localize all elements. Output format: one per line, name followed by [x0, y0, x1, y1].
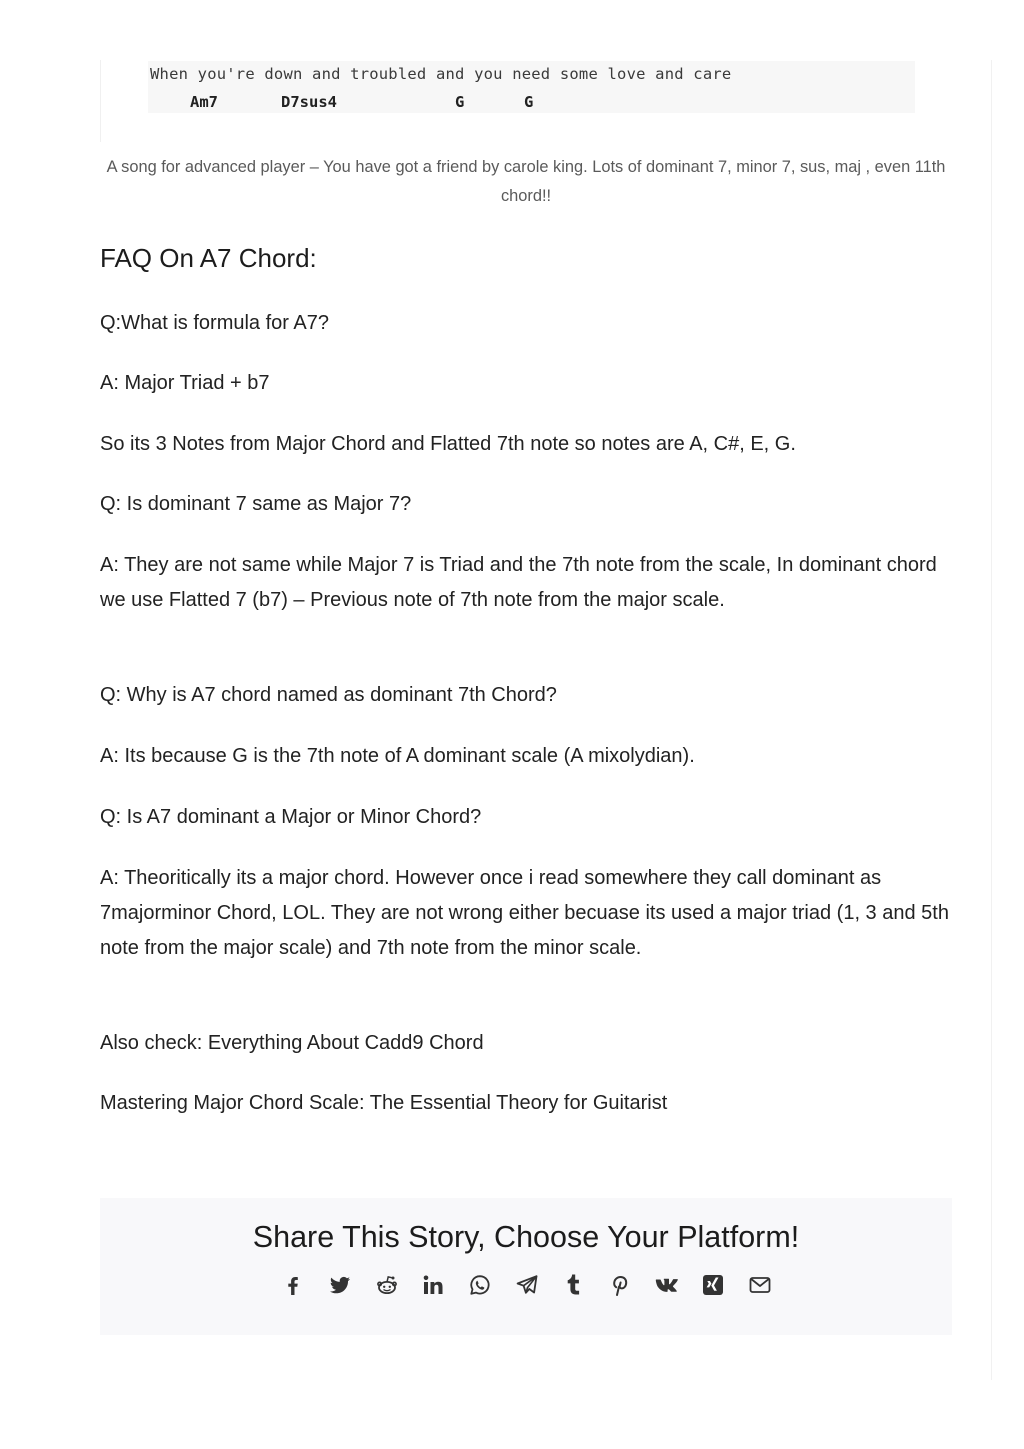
reddit-icon[interactable]	[372, 1270, 402, 1300]
share-icons	[276, 1270, 776, 1300]
also-check-label: Also check:	[100, 1032, 208, 1054]
faq-answer: A: Major Triad + b7	[100, 372, 270, 394]
chord-g: G	[455, 93, 465, 111]
cadd9-chord-link[interactable]: Everything About Cadd9 Chord	[207, 1032, 484, 1054]
email-icon[interactable]	[745, 1270, 775, 1300]
chord-g: G	[524, 93, 534, 111]
faq-question: Q:What is formula for A7?	[100, 312, 329, 334]
tumblr-icon[interactable]	[558, 1270, 588, 1300]
major-chord-scale-link[interactable]: Mastering Major Chord Scale: The Essential Theory for Guitarist	[100, 1092, 668, 1114]
page-divider	[991, 60, 992, 1380]
lyric-line: When you're down and troubled and you need some love and care	[150, 65, 732, 83]
chord-am7: Am7	[190, 93, 218, 111]
figure-caption: A song for advanced player – You have got a friend by carole king. Lots of dominant 7, minor 7, sus, maj , even 11th chord!!	[106, 158, 946, 205]
faq-question: Q: Is dominant 7 same as Major 7?	[100, 493, 412, 515]
faq-answer: A: Theoritically its a major chord. However once i read somewhere they call dominant as 7majorminor Chord, LOL. They are not wrong either becuase its used a major triad (1, 3 and 5th note from the major scale) and 7th note from the minor scale.	[100, 867, 949, 959]
share-box	[100, 1198, 952, 1335]
faq-answer: A: They are not same while Major 7 is Triad and the 7th note from the scale, In dominant chord we use Flatted 7 (b7) – Previous note of 7th note from the major scale.	[100, 554, 937, 611]
faq-answer-detail: So its 3 Notes from Major Chord and Flatted 7th note so notes are A, C#, E, G.	[100, 433, 796, 455]
vk-icon[interactable]	[652, 1270, 682, 1300]
xing-icon[interactable]	[698, 1270, 728, 1300]
linkedin-icon[interactable]	[418, 1270, 448, 1300]
whatsapp-icon[interactable]	[465, 1270, 495, 1300]
related-line	[100, 1086, 952, 1121]
faq-heading: FAQ On A7 Chord:	[100, 243, 317, 273]
share-heading: Share This Story, Choose Your Platform!	[252, 1220, 800, 1254]
faq-question: Q: Why is A7 chord named as dominant 7th Chord?	[100, 684, 557, 706]
facebook-icon[interactable]	[278, 1270, 308, 1300]
pinterest-icon[interactable]	[605, 1270, 635, 1300]
telegram-icon[interactable]	[512, 1270, 542, 1300]
chord-sheet-image	[148, 61, 915, 113]
twitter-icon[interactable]	[325, 1270, 355, 1300]
faq-answer: A: Its because G is the 7th note of A dominant scale (A mixolydian).	[100, 745, 695, 767]
faq-question: Q: Is A7 dominant a Major or Minor Chord?	[100, 806, 482, 828]
also-check-line	[100, 1026, 952, 1061]
chord-d7sus4: D7sus4	[281, 93, 337, 111]
